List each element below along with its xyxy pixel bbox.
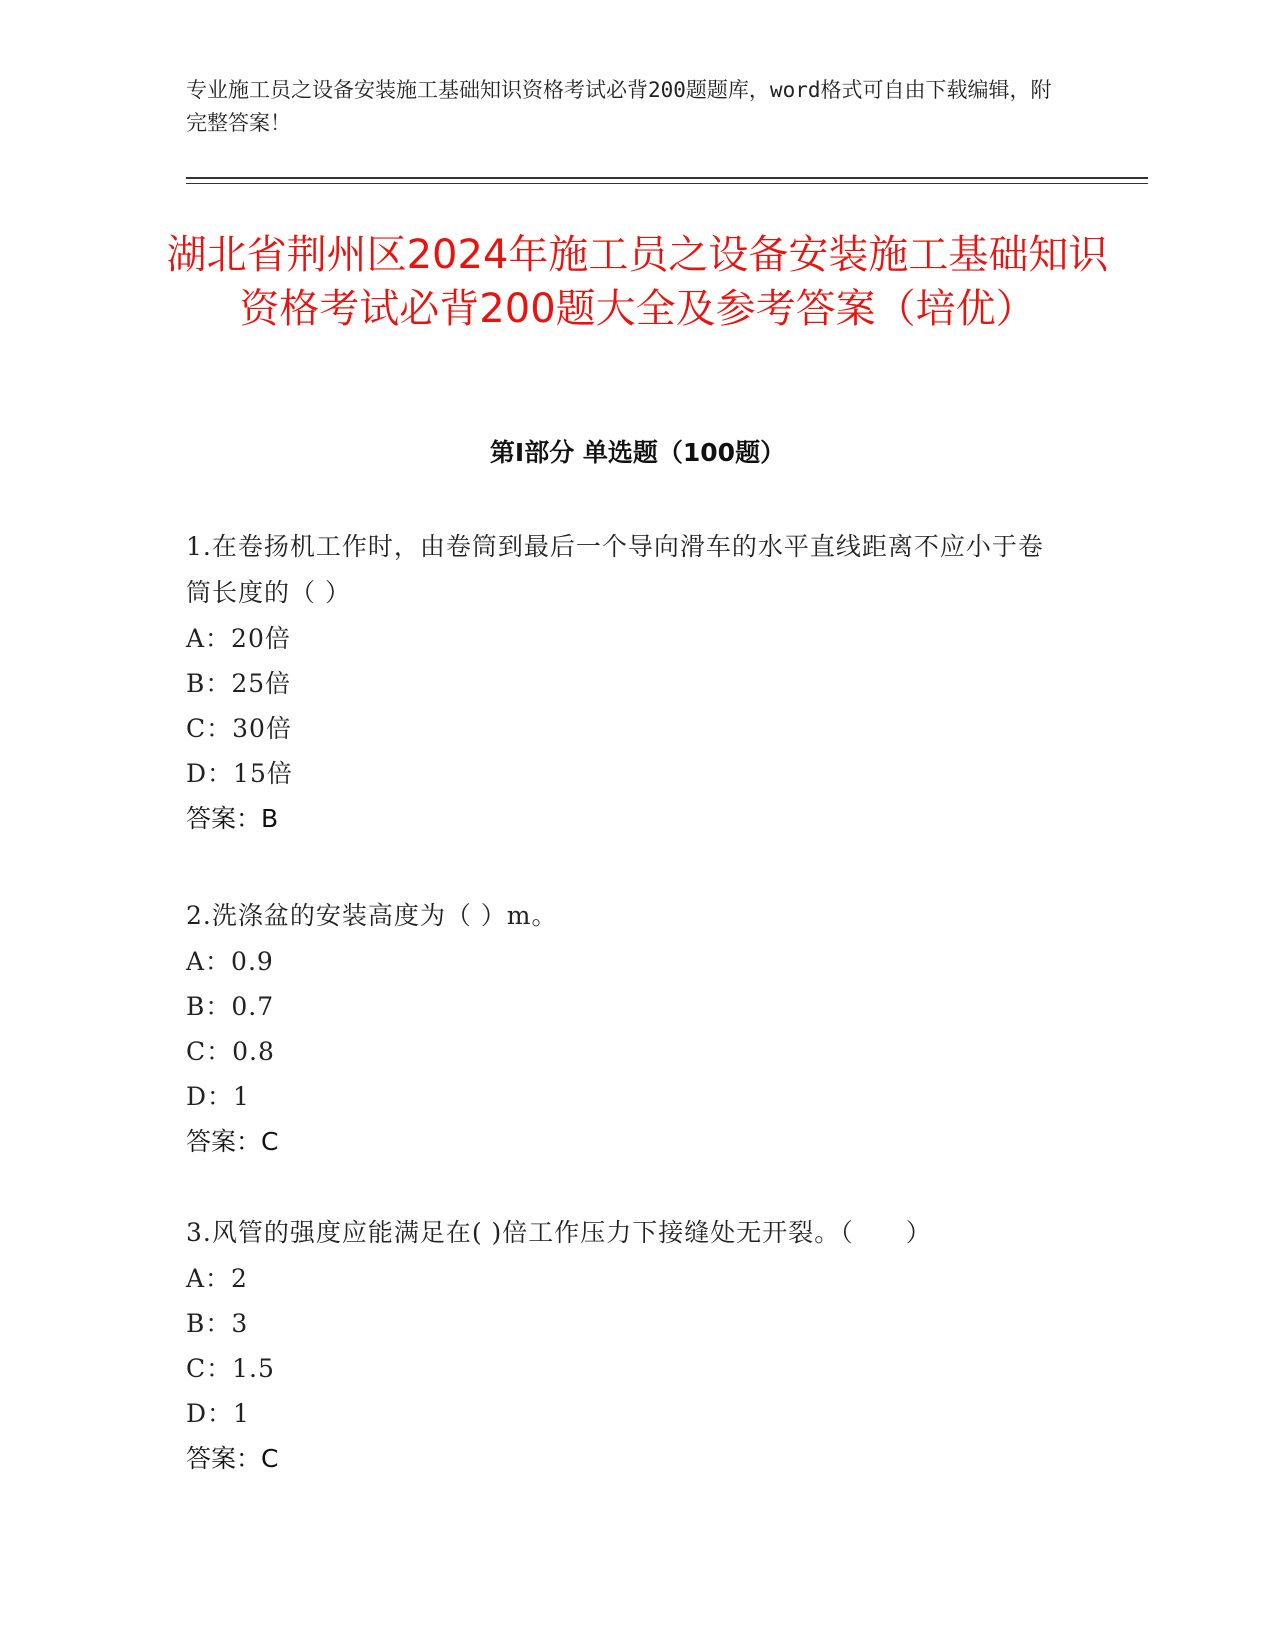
document-title: 湖北省荆州区2024年施工员之设备安装施工基础知识资格考试必背200题大全及参考答案（培优） [166,232,1109,332]
question-block [186,893,1066,1165]
header-divider-thin [186,183,1148,184]
option-b: B：0.7 [186,992,275,1021]
option-b: B：3 [186,1309,249,1338]
header-divider [186,177,1148,179]
answer-line: 答案：C [186,1444,279,1473]
option-d: D：1 [186,1399,250,1428]
option-a: A：2 [186,1264,248,1293]
header-note: 专业施工员之设备安装施工基础知识资格考试必背200题题库，word格式可自由下载编辑，附完整答案！ [186,78,1052,135]
question-block [186,1210,1066,1482]
option-c: C：30倍 [186,714,292,743]
option-d: D：15倍 [186,759,293,788]
answer-line: 答案：B [186,804,279,833]
question-text: 1.在卷扬机工作时，由卷筒到最后一个导向滑车的水平直线距离不应小于卷筒长度的（ ） [186,532,1044,607]
option-b: B：25倍 [186,669,292,698]
option-a: A：20倍 [186,624,291,653]
answer-line: 答案：C [186,1127,279,1156]
option-c: C：1.5 [186,1354,275,1383]
section-title: 第Ⅰ部分 单选题（100题） [489,438,786,467]
question-text: 2.洗涤盆的安装高度为（ ）m。 [186,901,558,930]
option-c: C：0.8 [186,1037,275,1066]
option-d: D：1 [186,1082,250,1111]
question-text: 3.风管的强度应能满足在( )倍工作压力下接缝处无开裂。（ ） [186,1218,932,1247]
question-block [186,524,1066,842]
option-a: A：0.9 [186,947,274,976]
